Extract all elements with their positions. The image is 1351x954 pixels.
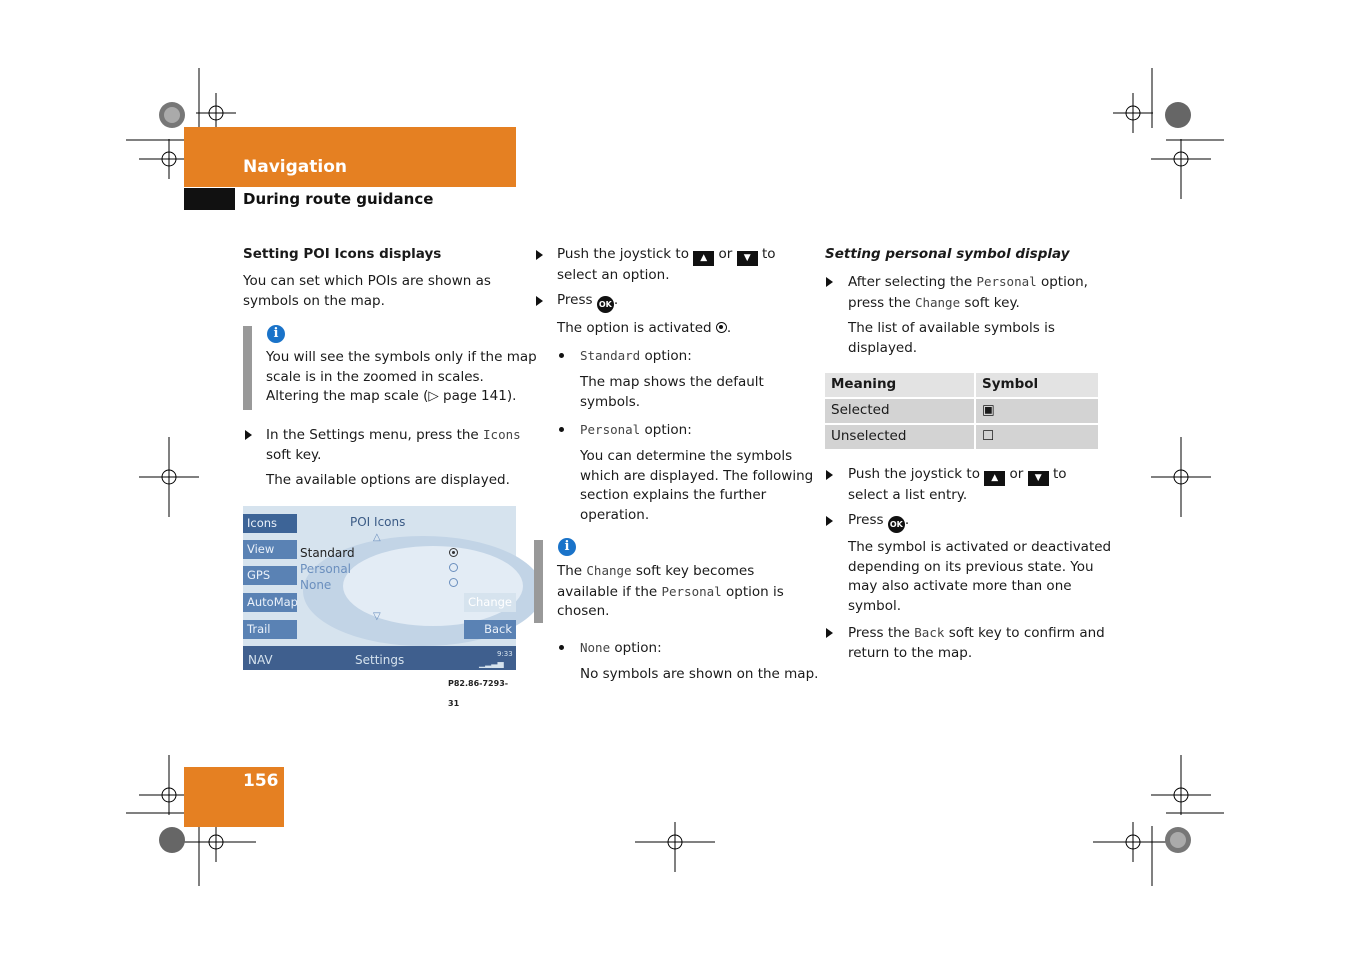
info-note-line: You will see the symbols only if the map bbox=[266, 349, 537, 365]
desc-line: The map shows the default bbox=[580, 374, 764, 390]
bullet-none bbox=[580, 638, 662, 659]
page-number: 156 bbox=[243, 771, 279, 791]
step-text: or bbox=[718, 246, 733, 262]
info-text: chosen. bbox=[557, 603, 610, 619]
screen-clock: 9:33 bbox=[497, 650, 513, 658]
col1-intro bbox=[243, 272, 491, 311]
table-row bbox=[825, 397, 1098, 423]
screen-down-arrow-icon: ▽ bbox=[373, 611, 381, 622]
screen-btn-gps: GPS bbox=[243, 566, 297, 585]
step-text: option, bbox=[1040, 274, 1088, 290]
header-bar bbox=[184, 127, 516, 187]
step-arrow-icon bbox=[536, 250, 543, 260]
info-note-line: scale is in the zoomed in scales. bbox=[266, 368, 484, 385]
joystick-up-icon: ▲ bbox=[984, 471, 1005, 486]
personal-key: Personal bbox=[976, 274, 1037, 289]
col2-step1 bbox=[557, 245, 797, 286]
step-arrow-icon bbox=[826, 470, 833, 480]
screen-btn-automap: AutoMap bbox=[243, 593, 297, 612]
screen-btn-back: Back bbox=[464, 620, 516, 639]
bullet-icon bbox=[559, 645, 564, 650]
step-text: soft key. bbox=[266, 446, 322, 463]
step-arrow-icon bbox=[826, 277, 833, 287]
screen-btn-icons: Icons bbox=[243, 514, 297, 533]
col1-step1-result: The available options are displayed. bbox=[266, 472, 510, 488]
col3-step3-result bbox=[848, 538, 1111, 616]
col3-step3: Press OK . bbox=[848, 511, 909, 533]
col3-step1 bbox=[848, 272, 1108, 313]
intro-line: You can set which POIs are shown as bbox=[243, 273, 491, 289]
col3-heading: Setting personal symbol display bbox=[825, 246, 1070, 262]
joystick-up-icon: ▲ bbox=[693, 251, 714, 266]
standard-key: Standard bbox=[580, 348, 641, 363]
col3-step1-result bbox=[848, 319, 1055, 358]
radio-selected-icon bbox=[716, 322, 727, 333]
table-header-row bbox=[825, 373, 1098, 397]
step-text: Push the joystick to bbox=[557, 246, 689, 262]
change-key: Change bbox=[586, 563, 632, 578]
info-icon: i bbox=[558, 538, 576, 556]
section-title: Navigation bbox=[243, 157, 347, 177]
screen-btn-trail: Trail bbox=[243, 620, 297, 639]
selected-symbol-icon: ▣ bbox=[976, 397, 1098, 423]
result-line: depending on its previous state. You bbox=[848, 558, 1094, 575]
personal-key: Personal bbox=[661, 583, 722, 599]
step-arrow-icon bbox=[826, 628, 833, 638]
table-cell-meaning: Unselected bbox=[825, 423, 976, 449]
back-key: Back bbox=[914, 625, 945, 640]
info-note-line: Altering the map scale (▷ page 141). bbox=[266, 388, 517, 404]
screen-btn-view: View bbox=[243, 540, 297, 559]
step-text: select a list entry. bbox=[848, 487, 968, 503]
screen-radio-icon bbox=[449, 563, 458, 572]
screen-signal-icon: ▁▂▃▅ bbox=[479, 659, 504, 668]
info-text: option is bbox=[726, 583, 784, 600]
bullet-standard bbox=[580, 346, 692, 367]
unselected-symbol-icon: ☐ bbox=[976, 423, 1098, 449]
col3-step4 bbox=[848, 623, 1108, 663]
info-text: The bbox=[557, 563, 583, 579]
bullet-text: option: bbox=[614, 640, 662, 656]
result-line: The symbol is activated or deactivated bbox=[848, 539, 1112, 555]
personal-key: Personal bbox=[580, 422, 641, 437]
screen-caption: P82.86-7293-31 bbox=[448, 679, 509, 708]
screen-radio-icon bbox=[449, 578, 458, 587]
header-black-tab bbox=[184, 188, 235, 210]
desc-line: section explains the further bbox=[580, 487, 767, 503]
info-text: available if the bbox=[557, 583, 658, 600]
step-text: soft key to confirm and bbox=[948, 625, 1105, 641]
result-line: The list of available symbols is bbox=[848, 320, 1055, 336]
screen-option-personal: Personal bbox=[300, 562, 352, 576]
step-text: select an option. bbox=[557, 267, 670, 283]
info-bar bbox=[243, 326, 252, 410]
joystick-down-icon: ▼ bbox=[1028, 471, 1049, 486]
personal-desc bbox=[580, 447, 813, 525]
step-text: soft key. bbox=[964, 294, 1020, 311]
change-key: Change bbox=[914, 294, 961, 310]
poi-icons-screen bbox=[243, 506, 516, 708]
joystick-down-icon: ▼ bbox=[737, 251, 758, 266]
screen-footer-nav: NAV bbox=[248, 653, 273, 667]
none-desc: No symbols are shown on the map. bbox=[580, 666, 819, 682]
bullet-text: option: bbox=[644, 348, 692, 364]
info-icon: i bbox=[267, 325, 285, 343]
screen-title: POI Icons bbox=[350, 515, 406, 529]
ok-button-icon: OK bbox=[597, 296, 614, 313]
bullet-text: option: bbox=[644, 422, 692, 438]
step-text: Press the bbox=[848, 625, 910, 641]
table-header-meaning: Meaning bbox=[825, 373, 976, 397]
desc-line: which are displayed. The following bbox=[580, 467, 814, 484]
step-arrow-icon bbox=[826, 516, 833, 526]
col2-step2: Press OK . bbox=[557, 291, 618, 313]
symbol-table bbox=[825, 373, 1098, 449]
step-arrow-icon bbox=[245, 430, 252, 440]
step-text: press the bbox=[848, 294, 911, 311]
none-key: None bbox=[580, 640, 611, 655]
bullet-icon bbox=[559, 353, 564, 358]
table-cell-meaning: Selected bbox=[825, 397, 976, 423]
result-line: displayed. bbox=[848, 339, 918, 356]
table-header-symbol: Symbol bbox=[976, 373, 1098, 397]
step-text: Push the joystick to bbox=[848, 466, 980, 482]
screen-footer-settings: Settings bbox=[355, 653, 405, 667]
info-note bbox=[266, 348, 537, 407]
step-text: or bbox=[1009, 466, 1024, 482]
subsection-title: During route guidance bbox=[243, 190, 434, 208]
step-arrow-icon bbox=[536, 296, 543, 306]
screen-option-standard: Standard bbox=[300, 546, 355, 560]
step-text: In the Settings menu, press the bbox=[266, 427, 479, 443]
result-line: symbol. bbox=[848, 597, 902, 614]
col1-heading: Setting POI Icons displays bbox=[243, 246, 442, 262]
desc-line: You can determine the symbols bbox=[580, 448, 793, 464]
table-row bbox=[825, 423, 1098, 449]
standard-desc bbox=[580, 373, 764, 412]
col3-step2 bbox=[848, 465, 1098, 506]
info-text: soft key becomes bbox=[635, 563, 755, 579]
result-line: may also activate more than one bbox=[848, 578, 1072, 594]
info-change-note bbox=[557, 561, 784, 622]
step-text: return to the map. bbox=[848, 644, 973, 661]
result-text: The option is activated bbox=[557, 320, 712, 336]
step-text: After selecting the bbox=[848, 274, 973, 290]
ok-button-icon: OK bbox=[888, 516, 905, 533]
screen-btn-change: Change bbox=[464, 593, 516, 612]
desc-line: symbols. bbox=[580, 393, 641, 410]
icons-softkey-label: Icons bbox=[483, 427, 521, 442]
screen-up-arrow-icon: △ bbox=[373, 532, 381, 543]
bullet-icon bbox=[559, 427, 564, 432]
screen-option-none: None bbox=[300, 578, 332, 592]
col1-step1 bbox=[266, 425, 526, 465]
desc-line: operation. bbox=[580, 506, 650, 523]
bullet-personal bbox=[580, 420, 692, 441]
intro-line: symbols on the map. bbox=[243, 292, 385, 309]
step-text: to bbox=[761, 246, 776, 262]
screen-radio-selected-icon bbox=[449, 548, 458, 557]
step-text: to bbox=[1052, 466, 1067, 482]
step-text: Press bbox=[557, 292, 593, 308]
step-text: Press bbox=[848, 512, 884, 528]
col2-result: The option is activated . bbox=[557, 320, 732, 336]
info-bar bbox=[534, 540, 543, 623]
